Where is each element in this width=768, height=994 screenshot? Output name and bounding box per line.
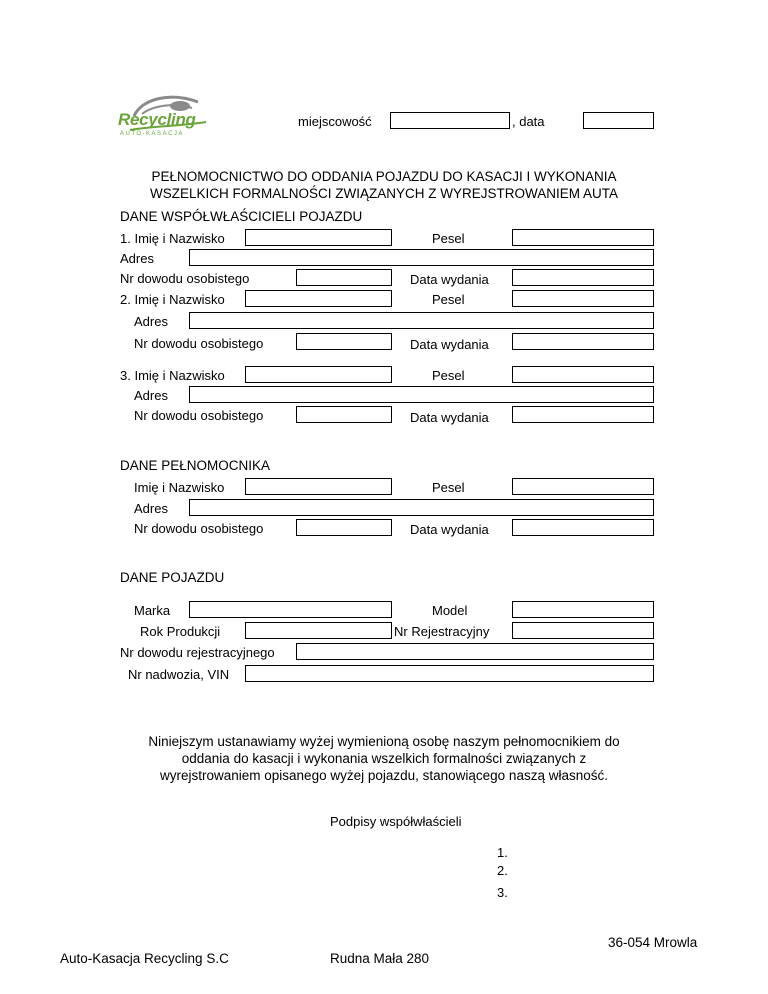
owner3-issue-date-field[interactable] <box>512 406 654 423</box>
proxy-name-label: Imię i Nazwisko <box>134 480 225 495</box>
vehicle-make-label: Marka <box>134 603 171 618</box>
owner1-issue-date-label: Data wydania <box>410 272 489 287</box>
owner3-pesel-label: Pesel <box>432 368 465 383</box>
statement-line-1: Niniejszym ustanawiamy wyżej wymienioną osobę naszym pełnomocnikiem do <box>148 734 620 749</box>
proxy-id-field[interactable] <box>296 519 392 536</box>
vehicle-registration-field[interactable] <box>512 622 654 639</box>
vehicle-model-label: Model <box>432 603 468 618</box>
owner1-name-label: 1. Imię i Nazwisko <box>120 231 225 246</box>
owner3-address-label: Adres <box>134 388 168 403</box>
vehicle-make-field[interactable] <box>189 601 392 618</box>
footer-street: Rudna Mała 280 <box>330 951 430 966</box>
owner2-issue-date-field[interactable] <box>512 333 654 350</box>
signature-3-label: 3. <box>497 885 508 900</box>
logo-brand-text: Recycling <box>118 110 196 129</box>
proxy-pesel-field[interactable] <box>512 478 654 495</box>
owner3-issue-date-label: Data wydania <box>410 410 489 425</box>
vehicle-reg-doc-field[interactable] <box>296 643 654 660</box>
place-label: miejscowość <box>298 114 372 129</box>
vehicle-model-field[interactable] <box>512 601 654 618</box>
vehicle-heading: DANE POJAZDU <box>120 570 225 585</box>
owner3-pesel-field[interactable] <box>512 366 654 383</box>
date-field[interactable] <box>583 112 654 129</box>
place-field[interactable] <box>390 112 510 129</box>
owner2-issue-date-label: Data wydania <box>410 337 489 352</box>
proxy-heading: DANE PEŁNOMOCNIKA <box>120 458 271 473</box>
statement-paragraph <box>120 733 648 784</box>
vehicle-registration-label: Nr Rejestracyjny <box>394 624 490 639</box>
owner1-pesel-field[interactable] <box>512 229 654 246</box>
owner3-address-field[interactable] <box>189 386 654 403</box>
statement-line-2: oddania do kasacji i wykonania wszelkich formalności związanych z <box>181 751 587 766</box>
vehicle-vin-field[interactable] <box>245 665 654 682</box>
owner2-id-label: Nr dowodu osobistego <box>134 336 264 351</box>
owner1-pesel-label: Pesel <box>432 231 465 246</box>
vehicle-year-field[interactable] <box>245 622 392 639</box>
owner2-pesel-field[interactable] <box>512 290 654 307</box>
proxy-issue-date-label: Data wydania <box>410 522 489 537</box>
proxy-address-field[interactable] <box>189 499 654 516</box>
statement-line-3: wyrejstrowaniem opisanego wyżej pojazdu, stanowiącego naszą własność. <box>160 768 608 783</box>
owner1-address-field[interactable] <box>189 249 654 266</box>
date-label: , data <box>512 114 545 129</box>
title-line-1: PEŁNOMOCNICTWO DO ODDANIA POJAZDU DO KASACJI I WYKONANIA <box>151 169 617 184</box>
owner1-id-field[interactable] <box>296 269 392 286</box>
logo-subtitle: AUTO-KASACJA <box>120 131 184 137</box>
proxy-pesel-label: Pesel <box>432 480 465 495</box>
vehicle-year-label: Rok Produkcji <box>140 624 221 639</box>
owner1-id-label: Nr dowodu osobistego <box>120 271 250 286</box>
vehicle-vin-label: Nr nadwozia, VIN <box>128 667 230 682</box>
owners-heading: DANE WSPÓŁWŁAŚCICIELI POJAZDU <box>120 209 363 224</box>
title-line-2: WSZELKICH FORMALNOŚCI ZWIĄZANYCH Z WYREJSTROWANIEM AUTA <box>149 186 619 201</box>
footer-city: 36-054 Mrowla <box>608 935 698 950</box>
owner1-name-field[interactable] <box>245 229 392 246</box>
owner3-id-field[interactable] <box>296 406 392 423</box>
proxy-issue-date-field[interactable] <box>512 519 654 536</box>
owner1-address-label: Adres <box>120 251 154 266</box>
proxy-id-label: Nr dowodu osobistego <box>134 521 264 536</box>
owner2-name-label: 2. Imię i Nazwisko <box>120 292 225 307</box>
owner3-id-label: Nr dowodu osobistego <box>134 408 264 423</box>
signatures-heading: Podpisy współwłaścieli <box>330 814 462 829</box>
vehicle-reg-doc-label: Nr dowodu rejestracyjnego <box>120 645 275 660</box>
owner2-pesel-label: Pesel <box>432 292 465 307</box>
owner3-name-label: 3. Imię i Nazwisko <box>120 368 225 383</box>
signature-2-label: 2. <box>497 863 508 878</box>
signature-1-label: 1. <box>497 845 508 860</box>
owner3-name-field[interactable] <box>245 366 392 383</box>
owner1-issue-date-field[interactable] <box>512 269 654 286</box>
owner2-id-field[interactable] <box>296 333 392 350</box>
owner2-address-label: Adres <box>134 314 168 329</box>
proxy-address-label: Adres <box>134 501 168 516</box>
owner2-address-field[interactable] <box>189 312 654 329</box>
owner2-name-field[interactable] <box>245 290 392 307</box>
proxy-name-field[interactable] <box>245 478 392 495</box>
footer-company: Auto-Kasacja Recycling S.C <box>60 951 229 966</box>
document-title <box>0 168 768 202</box>
